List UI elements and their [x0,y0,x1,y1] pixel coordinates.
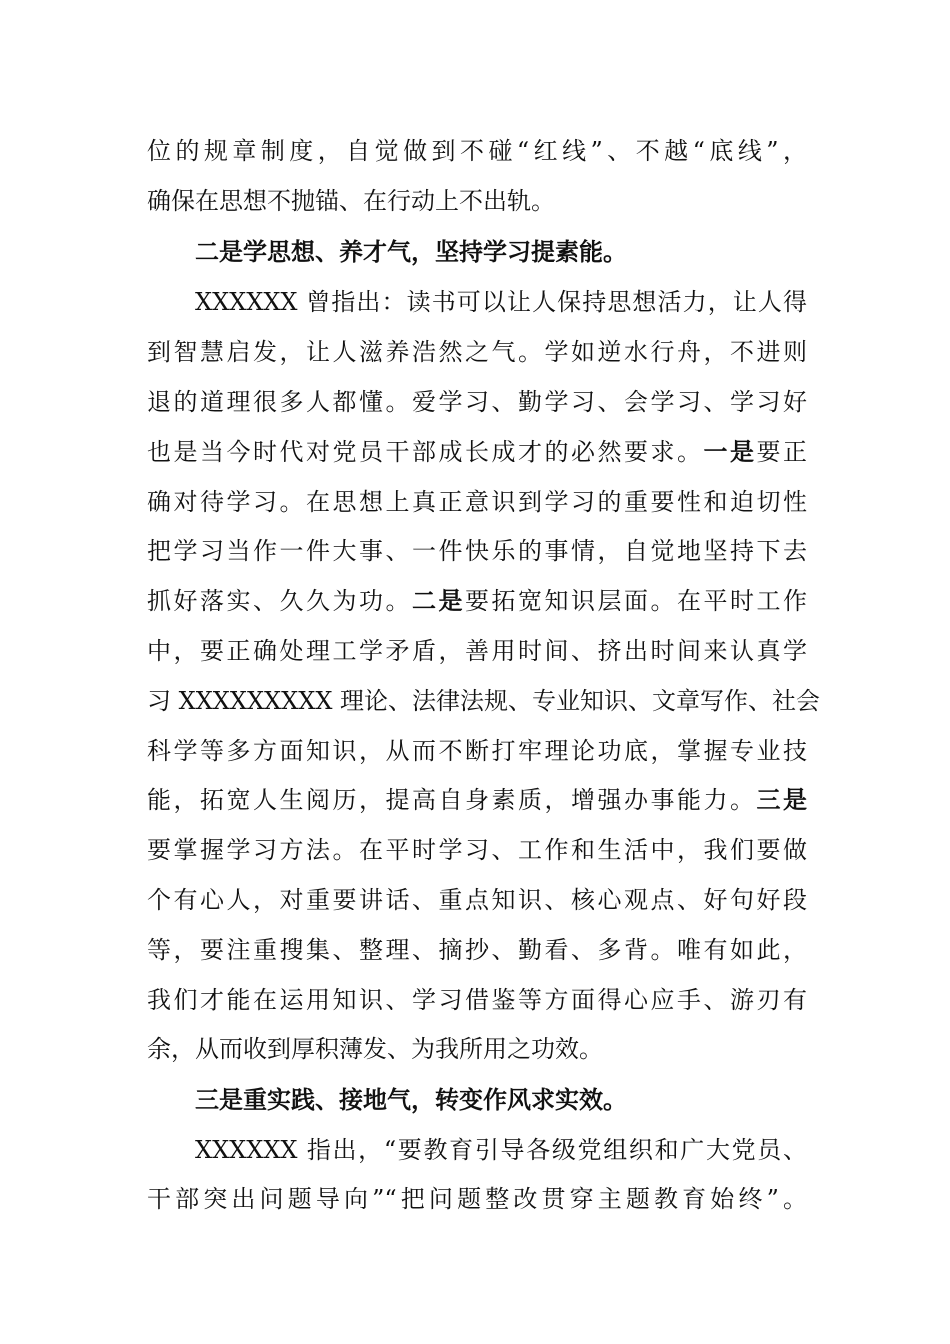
paragraph-line: 中，要正确处理工学矛盾，善用时间、挤出时间来认真学 [147,637,807,665]
paragraph-line: XXXXXX 指出，“要教育引导各级党组织和广大党员、 [195,1136,807,1164]
section-heading-3: 三是重实践、接地气，转变作风求实效。 [195,1085,627,1114]
paragraph-line: XXXXXX 曾指出：读书可以让人保持思想活力，让人得 [195,288,807,316]
line-text: 也是当今时代对党员干部成长成才的必然要求。 [147,438,704,466]
paragraph-line [147,581,807,621]
paragraph-line: 要掌握学习方法。在平时学习、工作和生活中，我们要做 [147,836,807,864]
paragraph-line: 我们才能在运用知识、学习借鉴等方面得心应手、游刃有 [147,986,807,1014]
paragraph-line: 退的道理很多人都懂。爱学习、勤学习、会学习、学习好 [147,388,807,416]
line-text: 抓好落实、久久为功。 [147,587,412,615]
line-text: 要正 [756,438,807,466]
paragraph-line: 个有心人，对重要讲话、重点知识、核心观点、好句好段 [147,886,807,914]
line-text: 能，拓宽人生阅历，提高自身素质，增强办事能力。 [147,786,757,814]
paragraph-line: 确保在思想不抛锚、在行动上不出轨。 [147,187,555,215]
paragraph-line [147,780,807,820]
paragraph-line: 确对待学习。在思想上真正意识到学习的重要性和迫切性 [147,488,807,516]
paragraph-line: 到智慧启发，让人滋养浩然之气。学如逆水行舟，不进则 [147,338,807,366]
paragraph-line [147,432,807,472]
paragraph-line: 把学习当作一件大事、一件快乐的事情，自觉地坚持下去 [147,537,807,565]
paragraph-line: 科学等多方面知识，从而不断打牢理论功底，掌握专业技 [147,737,807,765]
paragraph-line: 习 XXXXXXXXX 理论、法律法规、专业知识、文章写作、社会 [147,687,821,715]
paragraph-line: 位的规章制度，自觉做到不碰“红线”、不越“底线”， [147,137,807,165]
section-heading-2: 二是学思想、养才气，坚持学习提素能。 [195,237,627,266]
paragraph-line: 余，从而收到厚积薄发、为我所用之功效。 [147,1035,603,1063]
emphasis-label: 一是 [703,437,757,466]
emphasis-label: 二是 [412,586,465,615]
emphasis-label: 三是 [756,785,807,814]
paragraph-line: 干部突出问题导向”“把问题整改贯穿主题教育始终”。 [147,1185,807,1213]
line-text: 要拓宽知识层面。在平时工作 [465,587,807,615]
paragraph-line: 等，要注重搜集、整理、摘抄、勤看、多背。唯有如此， [147,936,807,964]
